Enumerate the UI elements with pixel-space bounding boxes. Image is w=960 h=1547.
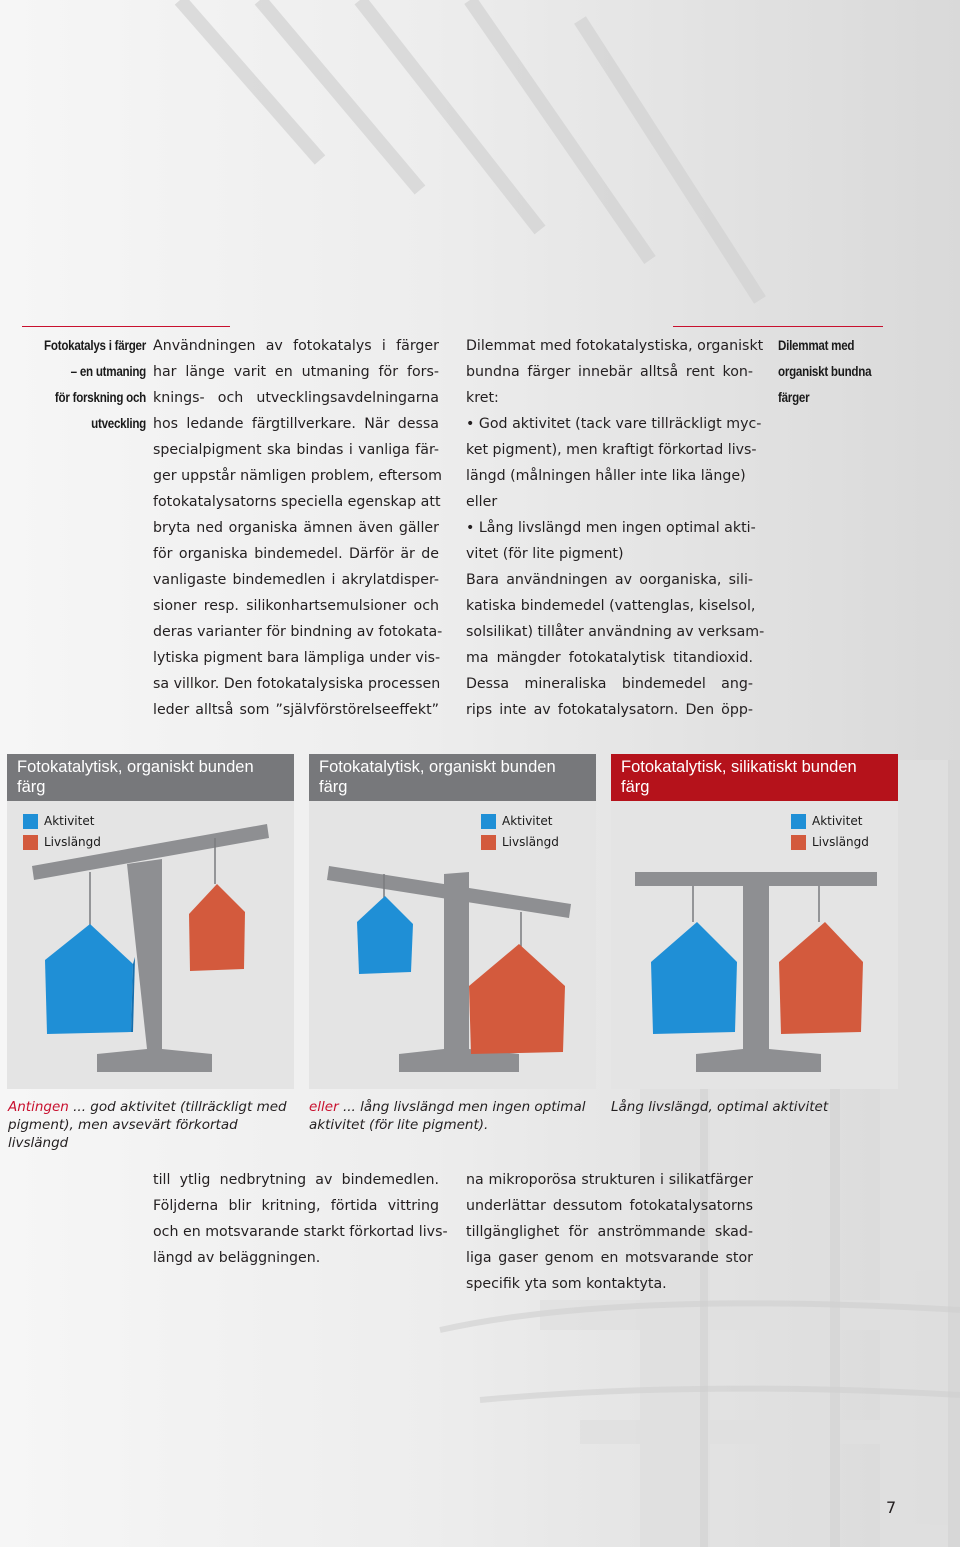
text-line: hos ledande färgtillverkare. När dessa	[153, 416, 439, 432]
text-line: och en motsvarande starkt förkortad livs-	[153, 1224, 448, 1240]
text-line: kret:	[466, 390, 499, 406]
caption-text: Lång livslängd, optimal aktivitet	[611, 1099, 829, 1115]
sidebar-line: färger	[778, 390, 810, 405]
house-activity	[45, 924, 135, 1034]
text-line: Användningen av fotokatalys i färger	[153, 338, 439, 354]
text-line: Bara användningen av oorganiska, sili-	[466, 572, 753, 588]
text-line: bryta ned organiska ämnen även gäller	[153, 520, 439, 536]
text-line: tillgänglighet för anströmmande skad-	[466, 1224, 753, 1240]
balance-illustration-1	[7, 754, 294, 1089]
legend-activity: Aktivitet	[502, 814, 553, 828]
text-line: rips inte av fotokatalysatorn. Den öpp-	[466, 702, 753, 718]
left-rule	[22, 326, 230, 327]
body-column-2	[466, 333, 765, 723]
text-line: Dessa mineraliska bindemedel ang-	[466, 676, 753, 692]
house-activity	[651, 922, 737, 1034]
sidebar-line: Dilemmat med	[778, 338, 855, 353]
house-lifetime	[779, 922, 863, 1034]
text-line: • Lång livslängd men ingen optimal akti-	[466, 520, 756, 536]
text-line: underlättar dessutom fotokatalysatorns	[466, 1198, 753, 1214]
text-line: fotokatalysatorns speciella egenskap att	[153, 494, 441, 510]
text-line: knings- och utvecklingsavdelningarna	[153, 390, 439, 406]
text-line: ket pigment), men kraftigt förkortad livs-	[466, 442, 757, 458]
text-line: ger uppstår nämligen problem, eftersom	[153, 468, 442, 484]
text-line: leder alltså som ”självförstörelseeffekt”	[153, 702, 439, 718]
text-line: deras varianter för bindning av fotokata-	[153, 624, 443, 640]
panel-title: Fotokatalytisk, organiskt bunden färg	[7, 754, 294, 801]
balance-illustration-2	[309, 754, 596, 1089]
house-lifetime	[189, 884, 245, 971]
legend-activity: Aktivitet	[44, 814, 95, 828]
text-line: katiska bindemedel (vattenglas, kiselsol,	[466, 598, 756, 614]
caption-3	[611, 1098, 901, 1116]
right-rule	[673, 326, 883, 327]
page-number: 7	[886, 1498, 897, 1517]
text-line: längd av beläggningen.	[153, 1250, 321, 1266]
house-activity	[357, 896, 413, 974]
scale-beam	[635, 872, 877, 886]
caption-2	[309, 1098, 594, 1134]
text-line: specialpigment ska bindas i vanliga fär-	[153, 442, 439, 458]
legend-activity: Aktivitet	[812, 814, 863, 828]
legend-lifetime: Livslängd	[812, 835, 869, 849]
text-line: till ytlig nedbrytning av bindemedlen.	[153, 1172, 439, 1188]
body-column-1-continued	[153, 1167, 448, 1271]
sidebar-line: utveckling	[91, 416, 146, 431]
sidebar-line: för forskning och	[54, 390, 146, 405]
text-line: • God aktivitet (tack vare tillräckligt myc-	[466, 416, 762, 432]
sidebar-line: Fotokatalys i färger	[44, 338, 146, 353]
text-line: eller	[466, 494, 498, 510]
text-line: har länge varit en utmaning för fors-	[153, 364, 439, 380]
sidebar-line: organiskt bundna	[778, 364, 872, 379]
text-line: liga gaser genom en motsvarande stor	[466, 1250, 753, 1266]
text-line: bundna färger innebär alltså rent kon-	[466, 364, 753, 380]
caption-lead: Antingen	[8, 1099, 69, 1115]
text-line: specifik yta som kontaktyta.	[466, 1276, 667, 1292]
text-line: sa villkor. Den fotokatalysiska processen	[153, 676, 441, 692]
text-line: Dilemmat med fotokatalystiska, organiskt	[466, 338, 764, 354]
caption-text: ... god aktivitet (tillräckligt med pigment), men avsevärt förkortad livslängd	[8, 1099, 287, 1151]
figure-panel-1	[7, 754, 294, 1089]
text-line: ma mängder fotokatalytisk titandioxid.	[466, 650, 753, 666]
body-column-1	[153, 333, 443, 723]
text-line: längd (målningen håller inte lika länge)	[466, 468, 746, 484]
figure-panel-2	[309, 754, 596, 1089]
text-line: för organiska bindemedel. Därför är de	[153, 546, 439, 562]
panel-title: Fotokatalytisk, silikatiskt bunden färg	[611, 754, 898, 801]
caption-1	[8, 1098, 298, 1152]
legend-lifetime: Livslängd	[502, 835, 559, 849]
body-column-2-continued	[466, 1167, 753, 1297]
caption-text: ... lång livslängd men ingen optimal aktivitet (för lite pigment).	[309, 1099, 586, 1133]
text-line: na mikroporösa strukturen i silikatfärger	[466, 1172, 753, 1188]
figure-panel-3	[611, 754, 898, 1089]
caption-lead: eller	[309, 1099, 339, 1115]
text-line: vanligaste bindemedlen i akrylatdisper-	[153, 572, 439, 588]
sidebar-heading-right	[778, 333, 898, 411]
panel-title: Fotokatalytisk, organiskt bunden färg	[309, 754, 596, 801]
text-line: Följderna blir kritning, förtida vittring	[153, 1198, 439, 1214]
text-line: lytiska pigment bara lämpliga under vis-	[153, 650, 441, 666]
text-line: sioner resp. silikonhartsemulsioner och	[153, 598, 439, 614]
legend-lifetime: Livslängd	[44, 835, 101, 849]
sidebar-heading-left	[29, 333, 146, 437]
balance-illustration-3	[611, 754, 898, 1089]
house-lifetime	[469, 944, 565, 1054]
text-line: solsilikat) tillåter användning av verksam-	[466, 624, 765, 640]
text-line: vitet (för lite pigment)	[466, 546, 624, 562]
sidebar-line: – en utmaning	[70, 364, 146, 379]
